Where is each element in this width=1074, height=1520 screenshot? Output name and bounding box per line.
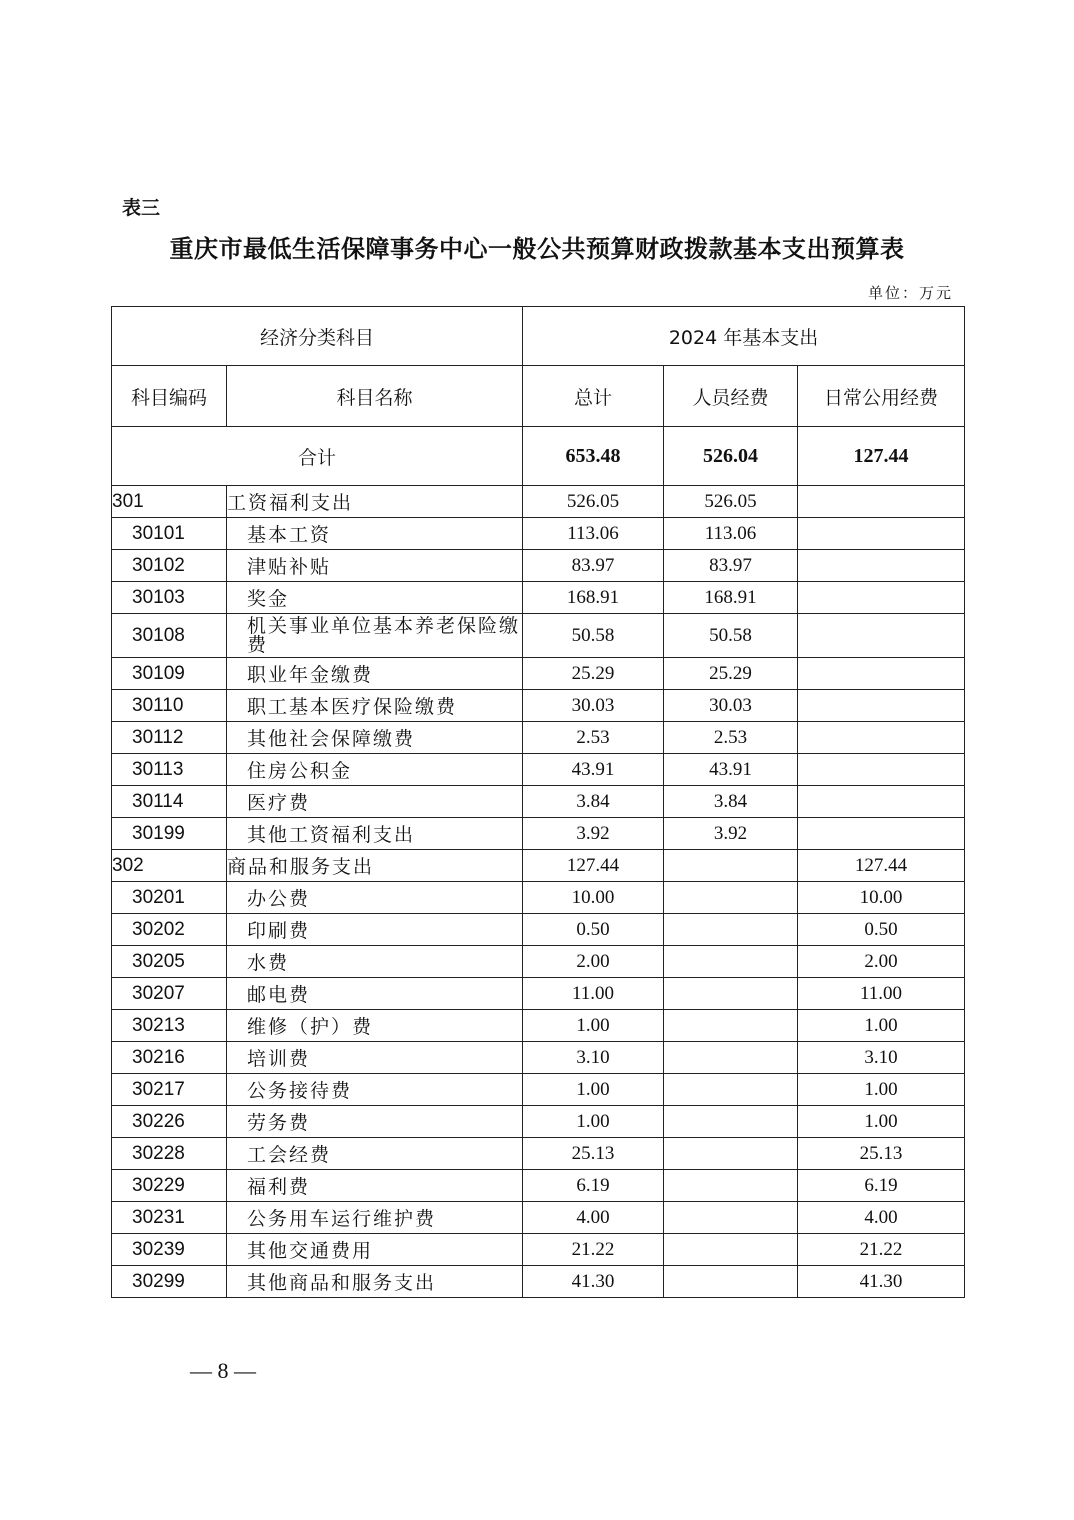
row-code: 30239 bbox=[112, 1234, 227, 1266]
row-total: 113.06 bbox=[523, 518, 664, 550]
row-code: 30199 bbox=[112, 818, 227, 850]
row-daily: 1.00 bbox=[798, 1074, 965, 1106]
row-personnel bbox=[664, 978, 798, 1010]
row-name: 住房公积金 bbox=[227, 754, 523, 786]
row-name: 职业年金缴费 bbox=[227, 658, 523, 690]
row-personnel: 25.29 bbox=[664, 658, 798, 690]
row-total: 127.44 bbox=[523, 850, 664, 882]
row-total: 168.91 bbox=[523, 582, 664, 614]
row-code: 30113 bbox=[112, 754, 227, 786]
table-row bbox=[112, 946, 965, 978]
row-code: 302 bbox=[112, 850, 227, 882]
table-row bbox=[112, 1106, 965, 1138]
row-daily: 3.10 bbox=[798, 1042, 965, 1074]
total-personnel: 526.04 bbox=[664, 427, 798, 486]
row-total: 41.30 bbox=[523, 1266, 664, 1298]
row-name: 职工基本医疗保险缴费 bbox=[227, 690, 523, 722]
header-code: 科目编码 bbox=[112, 366, 227, 427]
row-total: 2.00 bbox=[523, 946, 664, 978]
row-name: 公务用车运行维护费 bbox=[227, 1202, 523, 1234]
table-label: 表三 bbox=[122, 197, 161, 219]
row-name: 培训费 bbox=[227, 1042, 523, 1074]
row-name: 邮电费 bbox=[227, 978, 523, 1010]
row-daily bbox=[798, 690, 965, 722]
row-personnel bbox=[664, 882, 798, 914]
row-daily: 127.44 bbox=[798, 850, 965, 882]
table-row bbox=[112, 1138, 965, 1170]
row-total: 3.92 bbox=[523, 818, 664, 850]
total-daily: 127.44 bbox=[798, 427, 965, 486]
row-code: 30112 bbox=[112, 722, 227, 754]
row-daily: 6.19 bbox=[798, 1170, 965, 1202]
table-row bbox=[112, 818, 965, 850]
table-row bbox=[112, 786, 965, 818]
row-daily: 0.50 bbox=[798, 914, 965, 946]
header-row-group bbox=[112, 307, 965, 366]
row-total: 30.03 bbox=[523, 690, 664, 722]
row-name: 其他社会保障缴费 bbox=[227, 722, 523, 754]
row-personnel bbox=[664, 1074, 798, 1106]
unit-note: 单位：万元 bbox=[867, 284, 953, 302]
row-personnel: 2.53 bbox=[664, 722, 798, 754]
table-row bbox=[112, 914, 965, 946]
row-code: 30205 bbox=[112, 946, 227, 978]
row-name: 维修（护）费 bbox=[227, 1010, 523, 1042]
row-total: 11.00 bbox=[523, 978, 664, 1010]
row-personnel bbox=[664, 1266, 798, 1298]
row-daily bbox=[798, 550, 965, 582]
row-code: 30229 bbox=[112, 1170, 227, 1202]
row-personnel bbox=[664, 1138, 798, 1170]
row-code: 30202 bbox=[112, 914, 227, 946]
row-daily bbox=[798, 786, 965, 818]
row-code: 30110 bbox=[112, 690, 227, 722]
table-row bbox=[112, 1170, 965, 1202]
table-row bbox=[112, 754, 965, 786]
row-name: 奖金 bbox=[227, 582, 523, 614]
row-code: 30114 bbox=[112, 786, 227, 818]
table-row bbox=[112, 1042, 965, 1074]
header-personnel: 人员经费 bbox=[664, 366, 798, 427]
row-code: 30216 bbox=[112, 1042, 227, 1074]
table-row bbox=[112, 722, 965, 754]
row-total: 25.13 bbox=[523, 1138, 664, 1170]
row-total: 25.29 bbox=[523, 658, 664, 690]
row-code: 30108 bbox=[112, 614, 227, 658]
row-daily bbox=[798, 818, 965, 850]
table-row bbox=[112, 614, 965, 658]
table-row bbox=[112, 1010, 965, 1042]
row-total: 0.50 bbox=[523, 914, 664, 946]
row-code: 30217 bbox=[112, 1074, 227, 1106]
row-total: 83.97 bbox=[523, 550, 664, 582]
total-sum: 653.48 bbox=[523, 427, 664, 486]
row-code: 301 bbox=[112, 486, 227, 518]
row-daily: 21.22 bbox=[798, 1234, 965, 1266]
row-code: 30213 bbox=[112, 1010, 227, 1042]
table-row bbox=[112, 690, 965, 722]
header-daily-public: 日常公用经费 bbox=[798, 366, 965, 427]
header-name: 科目名称 bbox=[227, 366, 523, 427]
row-total: 1.00 bbox=[523, 1010, 664, 1042]
row-daily bbox=[798, 518, 965, 550]
header-basic-expenditure: 2024 年基本支出 bbox=[523, 307, 965, 366]
row-total: 2.53 bbox=[523, 722, 664, 754]
row-name: 津贴补贴 bbox=[227, 550, 523, 582]
table-row bbox=[112, 1074, 965, 1106]
row-personnel: 83.97 bbox=[664, 550, 798, 582]
row-code: 30207 bbox=[112, 978, 227, 1010]
row-personnel: 168.91 bbox=[664, 582, 798, 614]
row-personnel bbox=[664, 850, 798, 882]
row-daily: 2.00 bbox=[798, 946, 965, 978]
row-name: 办公费 bbox=[227, 882, 523, 914]
row-daily: 4.00 bbox=[798, 1202, 965, 1234]
row-daily: 10.00 bbox=[798, 882, 965, 914]
row-personnel bbox=[664, 1202, 798, 1234]
header-economic-category: 经济分类科目 bbox=[112, 307, 523, 366]
row-personnel: 3.92 bbox=[664, 818, 798, 850]
total-label: 合计 bbox=[112, 427, 523, 486]
row-total: 526.05 bbox=[523, 486, 664, 518]
row-code: 30299 bbox=[112, 1266, 227, 1298]
row-name: 机关事业单位基本养老保险缴费 bbox=[227, 614, 523, 658]
row-personnel bbox=[664, 1042, 798, 1074]
row-name: 工资福利支出 bbox=[227, 486, 523, 518]
row-total: 21.22 bbox=[523, 1234, 664, 1266]
row-code: 30226 bbox=[112, 1106, 227, 1138]
row-code: 30103 bbox=[112, 582, 227, 614]
row-personnel bbox=[664, 946, 798, 978]
row-personnel: 43.91 bbox=[664, 754, 798, 786]
row-personnel: 113.06 bbox=[664, 518, 798, 550]
row-name: 医疗费 bbox=[227, 786, 523, 818]
page-title: 重庆市最低生活保障事务中心一般公共预算财政拨款基本支出预算表 bbox=[169, 234, 905, 263]
row-personnel bbox=[664, 914, 798, 946]
row-name: 印刷费 bbox=[227, 914, 523, 946]
row-name: 工会经费 bbox=[227, 1138, 523, 1170]
table-row bbox=[112, 978, 965, 1010]
row-name: 其他交通费用 bbox=[227, 1234, 523, 1266]
row-personnel: 3.84 bbox=[664, 786, 798, 818]
row-name: 其他工资福利支出 bbox=[227, 818, 523, 850]
row-name: 基本工资 bbox=[227, 518, 523, 550]
row-name: 水费 bbox=[227, 946, 523, 978]
table-row bbox=[112, 518, 965, 550]
row-personnel: 526.05 bbox=[664, 486, 798, 518]
row-name: 商品和服务支出 bbox=[227, 850, 523, 882]
row-total: 3.84 bbox=[523, 786, 664, 818]
row-total: 10.00 bbox=[523, 882, 664, 914]
row-personnel bbox=[664, 1010, 798, 1042]
table-row bbox=[112, 658, 965, 690]
row-personnel: 30.03 bbox=[664, 690, 798, 722]
row-daily: 1.00 bbox=[798, 1106, 965, 1138]
row-total: 43.91 bbox=[523, 754, 664, 786]
row-daily bbox=[798, 722, 965, 754]
table-row bbox=[112, 882, 965, 914]
row-name: 其他商品和服务支出 bbox=[227, 1266, 523, 1298]
row-code: 30228 bbox=[112, 1138, 227, 1170]
table-row bbox=[112, 1234, 965, 1266]
header-total: 总计 bbox=[523, 366, 664, 427]
row-total: 3.10 bbox=[523, 1042, 664, 1074]
row-personnel bbox=[664, 1106, 798, 1138]
table-row bbox=[112, 1266, 965, 1298]
row-daily bbox=[798, 486, 965, 518]
row-code: 30201 bbox=[112, 882, 227, 914]
row-code: 30231 bbox=[112, 1202, 227, 1234]
row-daily: 1.00 bbox=[798, 1010, 965, 1042]
row-personnel bbox=[664, 1170, 798, 1202]
row-code: 30102 bbox=[112, 550, 227, 582]
row-name: 劳务费 bbox=[227, 1106, 523, 1138]
row-total: 50.58 bbox=[523, 614, 664, 658]
table-row bbox=[112, 486, 965, 518]
row-name: 福利费 bbox=[227, 1170, 523, 1202]
row-daily bbox=[798, 582, 965, 614]
row-personnel: 50.58 bbox=[664, 614, 798, 658]
row-personnel bbox=[664, 1234, 798, 1266]
page-number: — 8 — bbox=[190, 1358, 256, 1383]
row-daily bbox=[798, 754, 965, 786]
row-total: 4.00 bbox=[523, 1202, 664, 1234]
row-daily bbox=[798, 614, 965, 658]
row-code: 30109 bbox=[112, 658, 227, 690]
table-row bbox=[112, 850, 965, 882]
row-name: 公务接待费 bbox=[227, 1074, 523, 1106]
row-daily: 41.30 bbox=[798, 1266, 965, 1298]
row-daily: 25.13 bbox=[798, 1138, 965, 1170]
row-daily bbox=[798, 658, 965, 690]
row-total: 1.00 bbox=[523, 1106, 664, 1138]
table-row bbox=[112, 550, 965, 582]
row-total: 1.00 bbox=[523, 1074, 664, 1106]
total-row bbox=[112, 427, 965, 486]
budget-table bbox=[111, 306, 965, 1298]
table-row bbox=[112, 1202, 965, 1234]
row-total: 6.19 bbox=[523, 1170, 664, 1202]
header-row-columns bbox=[112, 366, 965, 427]
row-daily: 11.00 bbox=[798, 978, 965, 1010]
row-code: 30101 bbox=[112, 518, 227, 550]
table-row bbox=[112, 582, 965, 614]
